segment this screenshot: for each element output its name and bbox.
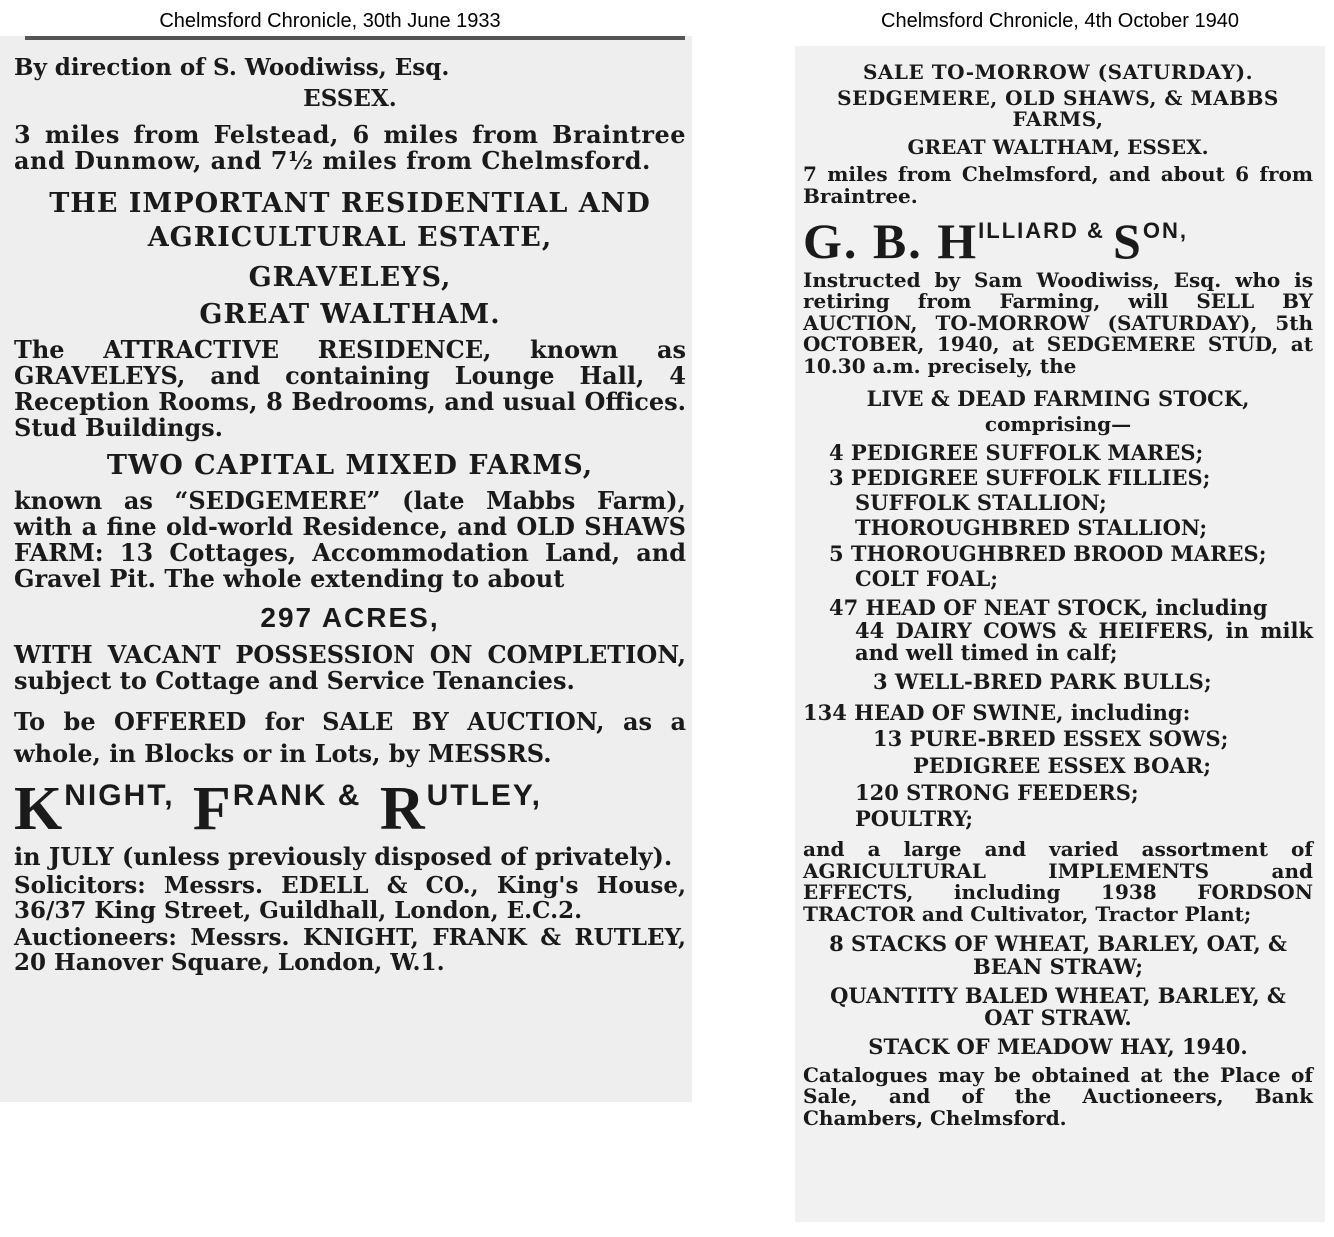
sale-heading: SALE TO-MORROW (SATURDAY). [862,60,1254,84]
boar-text: PEDIGREE ESSEX BOAR; [913,752,1211,778]
estate-heading: THE IMPORTANT RESIDENTIAL AND AGRICULTURAL ESTATE, [49,188,651,254]
auctioneer-name-banner [14,775,686,844]
name-part-illiard: ILLIARD & [978,217,1114,243]
catalogues-text: Catalogues may be obtained at the Place of Sale, and of the Auctioneers, Bank Chambers, Chelmsford. [803,1062,1313,1130]
auctioneer-name-banner [803,212,1313,270]
list-item: SUFFOLK STALLION; [855,490,1107,516]
baled-text: QUANTITY BALED WHEAT, BARLEY, & OAT STRAW. [830,982,1286,1031]
possession-text: WITH VACANT POSSESSION ON COMPLETION, subject to Cottage and Service Tenancies. [14,639,686,695]
stacks-text: 8 STACKS OF WHEAT, BARLEY, OAT, & BEAN STRAW; [829,931,1287,980]
right-caption: Chelmsford Chronicle, 4th October 1940 [881,10,1239,32]
estate-name: GRAVELEYS, [248,261,452,293]
july-text: in JULY (unless previously disposed of privately). [14,842,673,872]
place-heading: GREAT WALTHAM, ESSEX. [907,134,1209,159]
farms-heading: TWO CAPITAL MIXED FARMS, [106,449,594,481]
left-newspaper-clipping [0,36,692,1102]
place-heading: GREAT WALTHAM. [199,299,501,331]
distance-text: 7 miles from Chelmsford, and about 6 from Braintree. [803,162,1313,208]
dairy-text: 44 DAIRY COWS & HEIFERS, in milk and well timed in calf; [855,617,1313,666]
initial-r: R [379,775,427,844]
horses-list [803,440,1313,591]
offered-text: To be OFFERED for SALE BY AUCTION, as a whole, in Blocks or in Lots, by MESSRS. [14,706,686,768]
implements-text: and a large and varied assortment of AGRICULTURAL IMPLEMENTS and EFFECTS, including 1938 FORDSON TRACTOR and Cultivator, Tractor Plant; [803,836,1313,926]
farms-description: known as “SEDGEMERE” (late Mabbs Farm), with a fine old-world Residence, and OLD SHAWS FARM: 13 Cottages, Accommodation Land, and Gravel Pit. The whole extending to about [14,486,686,593]
name-part-frank: RANK & [232,779,362,813]
left-caption: Chelmsford Chronicle, 30th June 1933 [159,10,501,32]
neat-stock-heading: 47 HEAD OF NEAT STOCK, including [829,594,1268,620]
swine-heading: 134 HEAD OF SWINE, including: [803,699,1191,725]
right-newspaper-clipping [795,46,1325,1222]
stock-heading: LIVE & DEAD FARMING STOCK, [866,385,1250,411]
hay-text: STACK OF MEADOW HAY, 1940. [868,1034,1248,1060]
direction-line: By direction of S. Woodiwiss, Esq. [14,54,450,81]
list-item: THOROUGHBRED STALLION; [855,515,1208,541]
bulls-text: 3 WELL-BRED PARK BULLS; [873,668,1212,694]
initial-k: K [14,775,65,844]
acres-heading: 297 ACRES, [260,601,440,633]
instructed-text: Instructed by Sam Woodiwiss, Esq. who is retiring from Farming, will SELL BY AUCTION, TO-MORROW (SATURDAY), 5th OCTOBER, 1940, at SEDGEMERE STUD, at 10.30 a.m. precisely, the [803,267,1313,378]
list-item: 3 PEDIGREE SUFFOLK FILLIES; [829,464,1211,490]
clipping-top-rule [25,36,685,40]
distance-text: 3 miles from Felstead, 6 miles from Braintree and Dunmow, and 7½ miles from Chelmsford. [14,119,686,175]
list-item: 5 THOROUGHBRED BROOD MARES; [829,540,1267,566]
initials-gbh: G. B. H [803,212,979,269]
poultry-text: POULTRY; [855,806,974,832]
list-item: 4 PEDIGREE SUFFOLK MARES; [829,439,1204,465]
name-part-on: ON, [1142,217,1188,243]
name-part-rutley: UTLEY, [426,779,542,813]
feeders-text: 120 STRONG FEEDERS; [855,779,1139,805]
comprising-text: comprising— [984,412,1132,437]
list-item: COLT FOAL; [855,565,999,591]
county-heading: ESSEX. [303,84,397,112]
initial-f: F [192,775,233,844]
sows-text: 13 PURE-BRED ESSEX SOWS; [873,726,1229,752]
solicitors-text: Solicitors: Messrs. EDELL & CO., King's House, 36/37 King Street, Guildhall, London, E.C.2. [14,872,686,925]
initial-s: S [1113,212,1143,269]
residence-text: The ATTRACTIVE RESIDENCE, known as GRAVELEYS, and containing Lounge Hall, 4 Reception Rooms, 8 Bedrooms, and usual Offices. Stud Buildings. [14,335,686,442]
name-part-knight: NIGHT, [64,779,175,813]
farms-heading: SEDGEMERE, OLD SHAWS, & MABBS FARMS, [837,85,1279,132]
auctioneers-address: Auctioneers: Messrs. KNIGHT, FRANK & RUTLEY, 20 Hanover Square, London, W.1. [14,923,686,976]
